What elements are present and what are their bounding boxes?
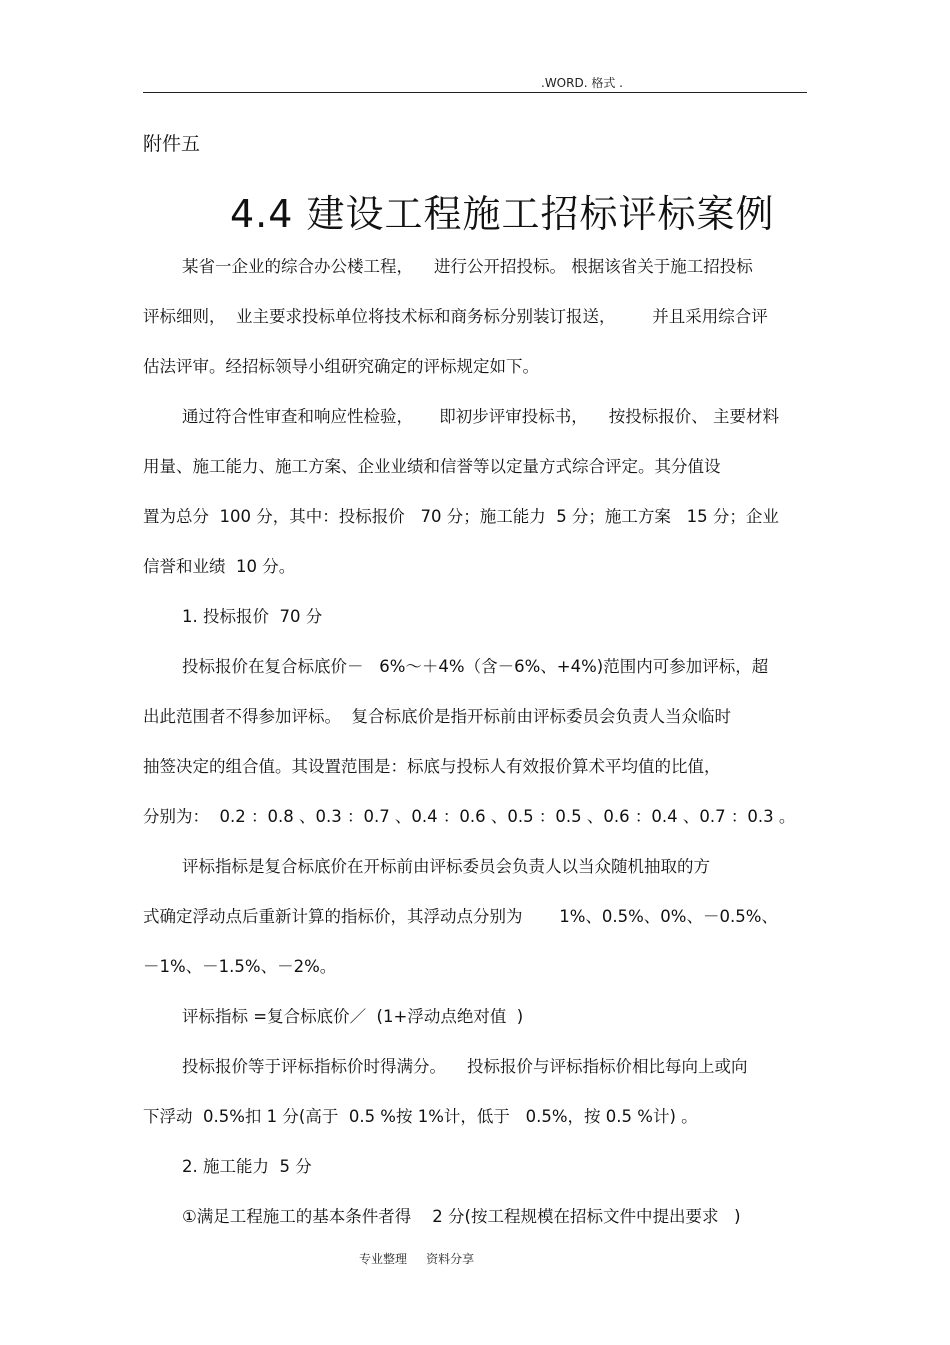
paragraph-line: 估法评审。经招标领导小组研究确定的评标规定如下。 xyxy=(143,357,539,376)
page-footer: 专业整理 资料分享 xyxy=(359,1252,475,1266)
paragraph-line: 分别为： 0.2 ：0.8 、0.3 ：0.7 、0.4 ：0.6 、0.5 ：0.5 、0.6 ：0.4 、0.7 ：0.3 。 xyxy=(143,807,796,826)
paragraph-line: 信誉和业绩 10 分。 xyxy=(143,557,296,576)
paragraph-line: 式确定浮动点后重新计算的指标价，其浮动点分别为 1%、0.5%、0%、－0.5%、 xyxy=(143,907,778,926)
paragraph-line: 出此范围者不得参加评标。 复合标底价是指开标前由评标委员会负责人当众临时 xyxy=(143,707,731,726)
paragraph-line: 下浮动 0.5%扣 1 分(高于 0.5 %按 1%计，低于 0.5%，按 0.5 %计) 。 xyxy=(143,1107,698,1126)
formula-line: 评标指标 =复合标底价／ (1+浮动点绝对值 ) xyxy=(182,1007,524,1026)
paragraph-line: 通过符合性审查和响应性检验， 即初步评审投标书， 按投标报价、 主要材料 xyxy=(182,407,779,426)
document-title: 4.4 建设工程施工招标评标案例 xyxy=(230,192,775,236)
paragraph-line: 投标报价等于评标指标价时得满分。 投标报价与评标指标价相比每向上或向 xyxy=(182,1057,748,1076)
section-heading: 1. 投标报价 70 分 xyxy=(182,607,323,626)
paragraph-line: 抽签决定的组合值。其设置范围是：标底与投标人有效报价算术平均值的比值， xyxy=(143,757,721,776)
paragraph-line: －1%、－1.5%、－2%。 xyxy=(143,957,337,976)
page-header: .WORD. 格式 . xyxy=(541,76,623,90)
section-heading: 2. 施工能力 5 分 xyxy=(182,1157,312,1176)
paragraph-line: 用量、施工能力、施工方案、企业业绩和信誉等以定量方式综合评定。其分值设 xyxy=(143,457,721,476)
paragraph-line: 评标指标是复合标底价在开标前由评标委员会负责人以当众随机抽取的方 xyxy=(182,857,710,876)
paragraph-line: 置为总分 100 分，其中：投标报价 70 分；施工能力 5 分；施工方案 15 分；企业 xyxy=(143,507,779,526)
paragraph-line: ①满足工程施工的基本条件者得 2 分(按工程规模在招标文件中提出要求 ) xyxy=(182,1207,741,1226)
attachment-label: 附件五 xyxy=(143,133,201,155)
paragraph-line: 评标细则， 业主要求投标单位将技术标和商务标分别装订报送， 并且采用综合评 xyxy=(143,307,768,326)
paragraph-line: 投标报价在复合标底价－ 6%～＋4%（含－6%、+4%)范围内可参加评标，超 xyxy=(182,657,769,676)
paragraph-line: 某省一企业的综合办公楼工程， 进行公开招投标。 根据该省关于施工招投标 xyxy=(182,257,753,276)
header-divider xyxy=(143,92,807,93)
